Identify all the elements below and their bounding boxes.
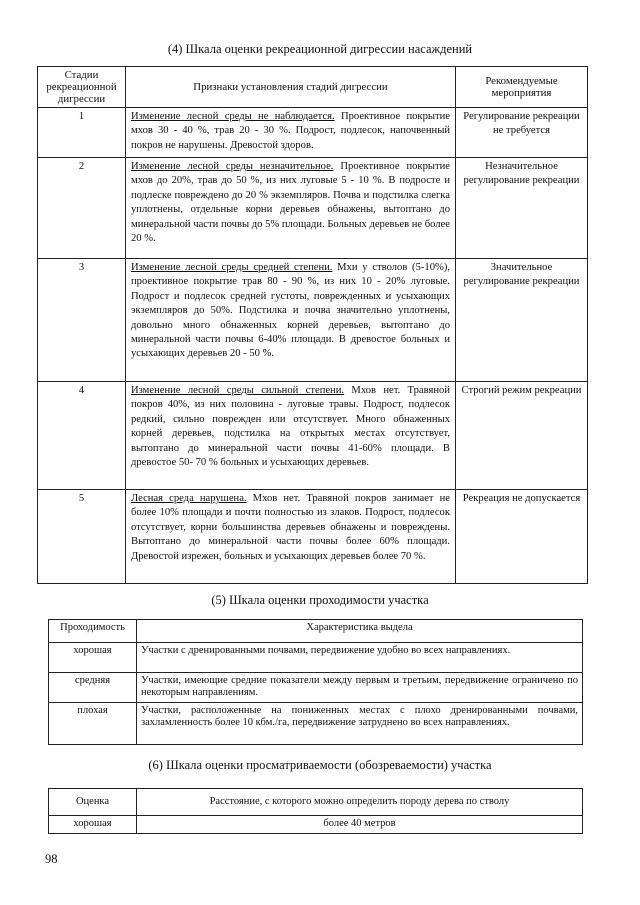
stage-number: 1 <box>38 108 126 158</box>
recreational-digression-table <box>37 66 588 584</box>
stage-lead: Лесная среда нарушена. <box>131 493 247 504</box>
visibility-distance: более 40 метров <box>137 816 583 834</box>
stage-number: 5 <box>38 490 126 584</box>
stage-description <box>126 382 456 490</box>
visibility-table <box>48 788 583 834</box>
stage-number: 3 <box>38 259 126 382</box>
stage-lead: Изменение лесной среды сильной степени. <box>131 385 345 396</box>
passability-table <box>48 619 583 745</box>
table-row <box>38 108 588 158</box>
header-stages: Стадии рекреационной дигрессии <box>38 67 126 108</box>
stage-lead: Изменение лесной среды не наблюдается. <box>131 111 335 122</box>
header-signs: Признаки установления стадий дигрессии <box>126 67 456 108</box>
stage-text: Мхов нет. Травяной покров занимает не более 10% площади и почти полностью из злаков. Подрост, подлесок отсутствует, корни большинства деревьев обнажены и повреждены. Вытоптано до минеральной части почвы более 60% площади. Древостой изрежен, больных и усыхающих деревьев более 70 %. <box>131 493 451 562</box>
section6-title: (6) Шкала оценки просматриваемости (обозреваемости) участка <box>148 758 492 772</box>
stage-description <box>126 259 456 382</box>
passability-level: плохая <box>49 703 137 745</box>
stage-action: Строгий режим рекреации <box>456 382 588 490</box>
stage-action: Незначительное регулирование рекреации <box>456 158 588 259</box>
passability-description: Участки, имеющие средние показатели между первым и третьим, передвижение ограничено по некоторым направлениям. <box>137 673 583 703</box>
stage-description <box>126 158 456 259</box>
stage-description <box>126 108 456 158</box>
header-rating: Оценка <box>49 789 137 816</box>
passability-description: Участки, расположенные на пониженных местах с плохо дренированными почвами, захламленность более 10 кбм./га, передвижение затруднено во всех направлениях. <box>137 703 583 745</box>
stage-number: 2 <box>38 158 126 259</box>
table-row <box>38 158 588 259</box>
section5-title: (5) Шкала оценки проходимости участка <box>211 593 429 607</box>
stage-action: Регулирование рекреации не требуется <box>456 108 588 158</box>
stage-action: Значительное регулирование рекреации <box>456 259 588 382</box>
table-row <box>49 643 583 673</box>
header-actions: Рекомендуемые мероприятия <box>456 67 588 108</box>
header-passability: Проходимость <box>49 620 137 643</box>
stage-action: Рекреация не допускается <box>456 490 588 584</box>
table-row <box>49 673 583 703</box>
stage-lead: Изменение лесной среды незначительное. <box>131 161 334 172</box>
stage-description <box>126 490 456 584</box>
visibility-level: хорошая <box>49 816 137 834</box>
table-row <box>38 259 588 382</box>
header-distance: Расстояние, с которого можно определить породу дерева по стволу <box>137 789 583 816</box>
stage-text: Проективное покрытие мхов до 20%, трав до 50 %, из них луговые 5 - 10 %. В подросте и подлеске повреждено до 20 % экземпляров. Почва и подстилка слегка уплотнены, отдельные корни деревьев обнажены, вытоптано до минеральной части почвы до 5% площади. Больных деревьев не более 20 %. <box>131 161 450 245</box>
table-row <box>38 382 588 490</box>
section4-title: (4) Шкала оценки рекреационной дигрессии насаждений <box>167 42 473 56</box>
table-row <box>49 816 583 834</box>
page-number: 98 <box>45 852 58 866</box>
table-header-row <box>38 67 588 108</box>
passability-description: Участки с дренированными почвами, передвижение удобно во всех направлениях. <box>137 643 583 673</box>
table-row <box>38 490 588 584</box>
table-header-row <box>49 789 583 816</box>
table-header-row <box>49 620 583 643</box>
table-row <box>49 703 583 745</box>
passability-level: хорошая <box>49 643 137 673</box>
stage-lead: Изменение лесной среды средней степени. <box>131 262 333 273</box>
stage-text: Мхов нет. Травяной покров 40%, из них половина - луговые травы. Подрост, подлесок редкий, сильно поврежден или отсутствует. Много обнаженных корней деревьев, подстилка на открытых местах отсутствует, вытоптано до минеральной части почвы 41-60% площади. В древостое 50- 70 % больных и усыхающих деревьев. <box>131 385 450 469</box>
passability-level: средняя <box>49 673 137 703</box>
stage-number: 4 <box>38 382 126 490</box>
header-characteristic: Характеристика выдела <box>137 620 583 643</box>
stage-text: Мхи у стволов (5-10%), проективное покрытие трав 80 - 90 %, из них 10 - 20% луговые. Подрост и подлесок средней густоты, поврежденных и усыхающих экземпляров до 50%. Подстилка и почва значительно уплотнены, довольно много обнаженных корней деревьев, вытоптано до минеральной части почвы 6-40% площади. В древостое больных и усыхающих деревьев 20 - 50 %. <box>131 262 450 360</box>
stage-text: Проективное покрытие мхов 30 - 40 %, трав 20 - 30 %. Подрост, подлесок, напочвенный покров не нарушены. Древостой здоров. <box>131 111 450 151</box>
